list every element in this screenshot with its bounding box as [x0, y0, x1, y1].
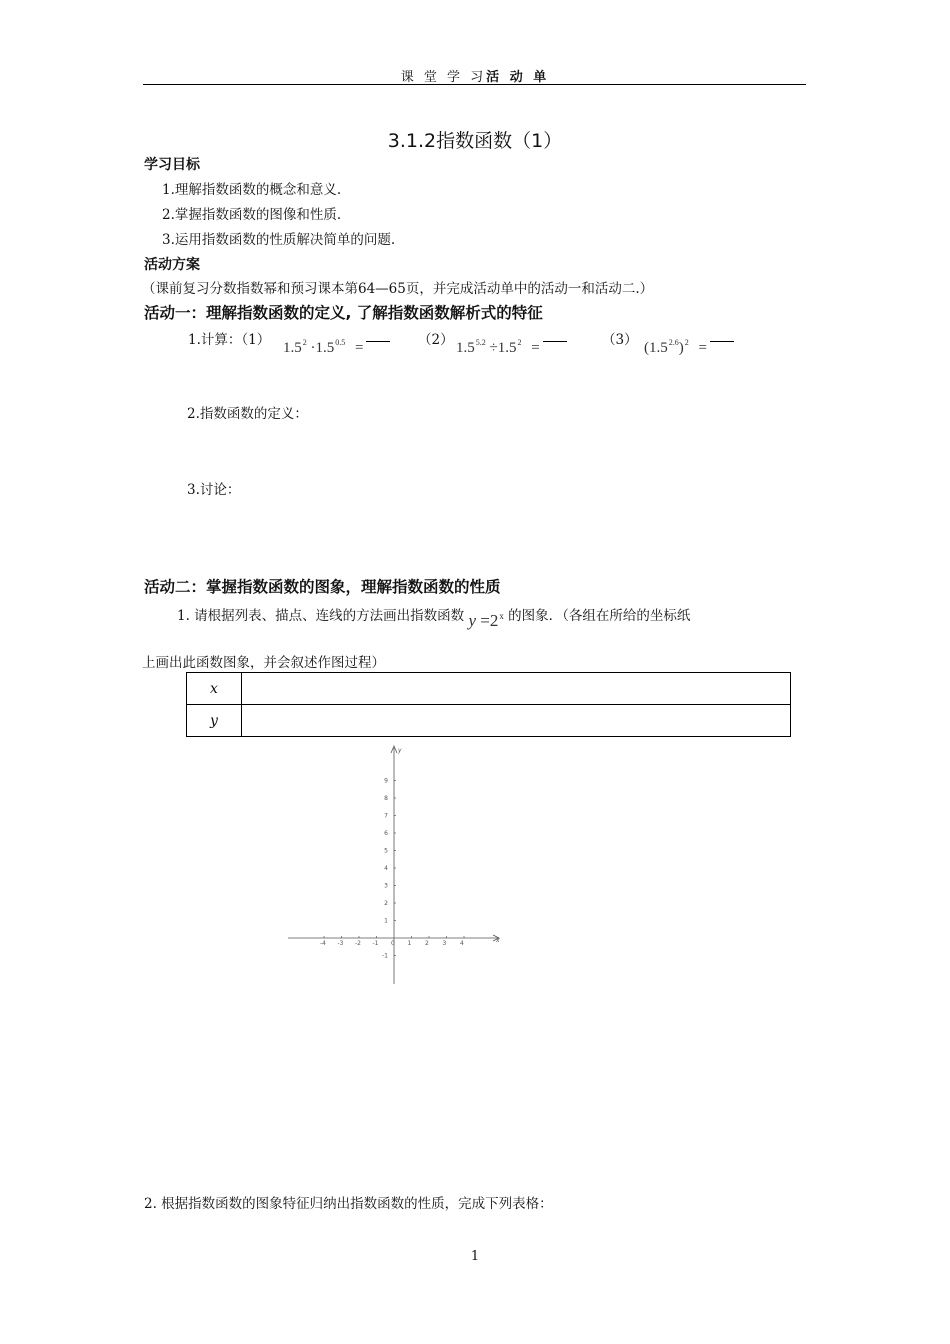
expr3-exp1: 2.6 [668, 338, 679, 347]
x-tick-label: 0 [391, 940, 395, 947]
line1-after: 的图象．（各组在所给的坐标纸 [508, 608, 691, 624]
y-tick-label: 8 [384, 795, 388, 802]
goal-item-2: 2.掌握指数函数的图像和性质. [162, 207, 342, 223]
x-tick-label: 4 [460, 940, 464, 947]
func-expression [468, 611, 503, 630]
activity1-heading: 活动一：理解指数函数的定义, 了解指数函数解析式的特征 [144, 304, 543, 322]
calc-label-3: （3） [602, 332, 638, 348]
func-lhs: y [468, 611, 477, 630]
discussion-prompt: 3.讨论： [187, 482, 241, 498]
activity2-line1 [177, 604, 691, 630]
x-tick-label: 1 [407, 940, 412, 947]
y-tick-label: 2 [384, 900, 388, 907]
expr2-div: ÷1.5 [489, 340, 517, 356]
header-prefix: 课 堂 学 习 [400, 70, 487, 85]
expr2-exp1: 5.2 [475, 338, 486, 347]
header-bold: 活 动 单 [486, 70, 550, 85]
line1-before: 1. 请根据列表、描点、连线的方法画出指数函数 [177, 608, 465, 624]
answer-blank-2[interactable] [543, 341, 567, 342]
expr1-dot: ·1.5 [310, 340, 335, 356]
y-tick-label: 7 [384, 812, 388, 820]
expr3-eq: = [698, 340, 707, 356]
x-tick-label: 3 [442, 940, 447, 947]
goals-heading: 学习目标 [144, 157, 200, 173]
expr3-exp2: 2 [684, 338, 689, 347]
activity2-line2: 上画出此函数图象，并会叙述作图过程） [142, 655, 385, 671]
expr-3 [644, 340, 734, 357]
goal-item-3: 3.运用指数函数的性质解决简单的问题. [162, 232, 396, 248]
expr1-exp2: 0.5 [335, 338, 346, 347]
y-tick-label: -1 [382, 952, 388, 960]
value-table [186, 672, 791, 737]
coordinate-grid[interactable] [282, 742, 506, 988]
page-header [0, 66, 950, 85]
page-title: 3.1.2指数函数（1） [387, 130, 563, 152]
answer-blank-3[interactable] [710, 341, 734, 342]
table-row-x [187, 673, 791, 705]
x-values-cell[interactable] [242, 673, 791, 705]
row-label-x: x [187, 673, 242, 705]
x-tick-label: -1 [372, 940, 379, 947]
y-tick-label: 4 [384, 865, 388, 872]
expr3-open: (1.5 [644, 340, 668, 356]
func-exp: x [499, 611, 504, 621]
plan-note: （课前复习分数指数幂和预习课本第64—65页，并完成活动单中的活动一和活动二.） [142, 281, 654, 297]
header-rule [143, 84, 806, 85]
row-label-y: y [187, 705, 242, 737]
page-number: 1 [470, 1249, 480, 1264]
activity2-item2: 2. 根据指数函数的图象特征归纳出指数函数的性质，完成下列表格： [144, 1196, 553, 1212]
x-axis-label: x [496, 937, 500, 944]
expr-1 [283, 340, 390, 357]
expr1-exp1: 2 [302, 338, 307, 347]
expr1-base: 1.5 [283, 340, 302, 356]
expr2-eq: = [531, 340, 540, 356]
definition-prompt: 2.指数函数的定义： [187, 406, 308, 422]
expr1-eq: = [355, 340, 364, 356]
calc-label: 1.计算：（1） [188, 332, 271, 348]
y-tick-label: 3 [384, 882, 388, 890]
activity2-heading: 活动二：掌握指数函数的图象，理解指数函数的性质 [144, 578, 501, 596]
x-tick-label: -3 [337, 940, 344, 947]
x-tick-label: 2 [425, 940, 429, 947]
calc-label-2: （2） [418, 332, 454, 348]
table-row-y [187, 705, 791, 737]
y-tick-label: 6 [384, 830, 388, 837]
expr-2 [456, 340, 567, 357]
expr2-base: 1.5 [456, 340, 475, 356]
expr2-exp2: 2 [517, 338, 522, 347]
y-tick-label: 5 [384, 847, 388, 855]
x-tick-label: -2 [355, 940, 361, 947]
expr3-close: ) [678, 340, 684, 356]
answer-blank-1[interactable] [366, 341, 390, 342]
y-tick-label: 9 [384, 777, 388, 785]
x-tick-label: -4 [320, 940, 326, 947]
y-values-cell[interactable] [242, 705, 791, 737]
goal-item-1: 1.理解指数函数的概念和意义. [162, 182, 342, 198]
plan-heading: 活动方案 [144, 257, 200, 273]
y-axis-label: y [398, 747, 402, 754]
func-eq: =2 [476, 611, 499, 630]
y-tick-label: 1 [384, 917, 388, 925]
